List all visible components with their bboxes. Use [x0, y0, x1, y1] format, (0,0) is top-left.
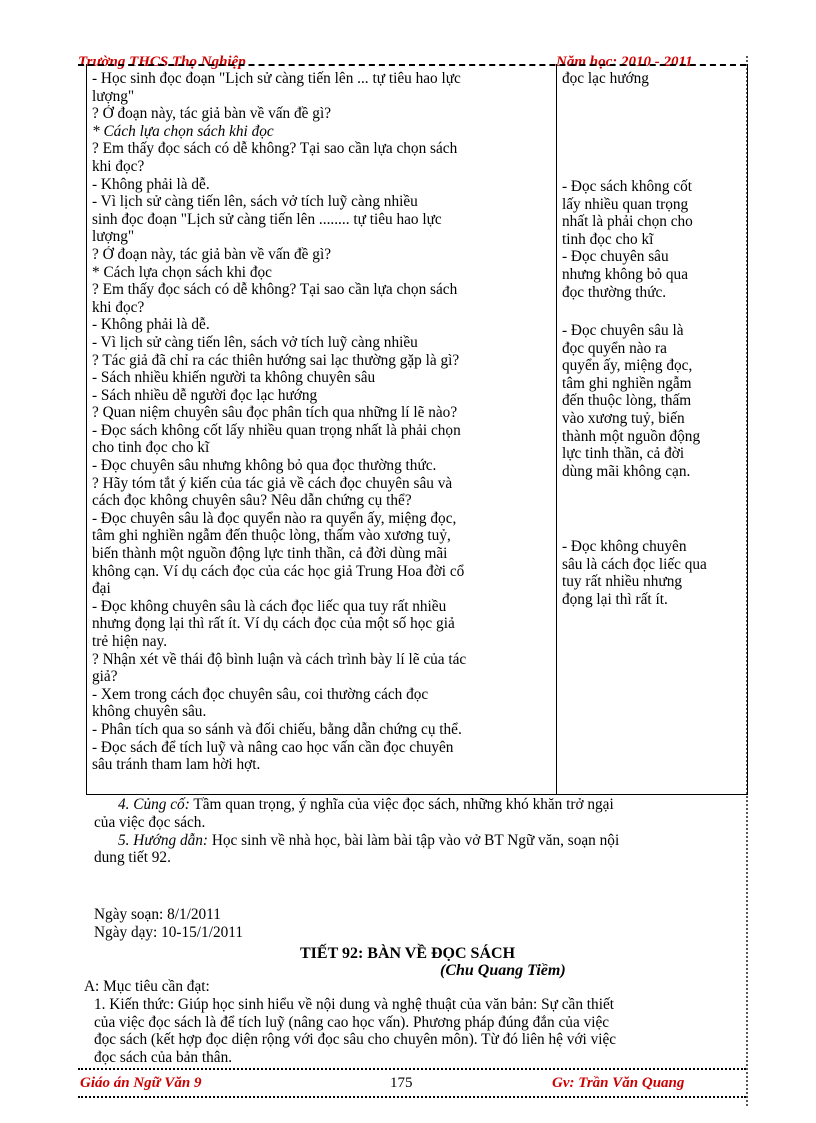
table-left-line: sinh đọc đoạn "Lịch sử càng tiến lên ........ tự tiêu hao lực: [92, 210, 442, 228]
cungco-label: 4. Củng cố:: [118, 796, 190, 813]
table-right-3-line: quyển ấy, miệng đọc,: [562, 357, 693, 375]
table-right-2-line: đọc thường thức.: [562, 283, 667, 301]
huongdan-text-2: dung tiết 92.: [94, 849, 171, 867]
table-right-1-line: đọc lạc hướng: [562, 70, 649, 87]
table-left-line: khi đọc?: [92, 157, 145, 175]
cungco-text-1: Tầm quan trọng, ý nghĩa của việc đọc sách, những khó khăn trở ngại: [189, 796, 614, 813]
table-left-line: ? Em thấy đọc sách có dễ không? Tại sao cần lựa chọn sách: [92, 140, 458, 158]
table-left-line: - Phân tích qua so sánh và đối chiếu, bằng dẫn chứng cụ thể.: [92, 720, 462, 738]
dates-section: [94, 906, 740, 942]
table-left-line: - Đọc chuyên sâu nhưng không bỏ qua đọc thường thức.: [92, 457, 437, 475]
table-left-line: cho tinh đọc cho kĩ: [92, 439, 210, 457]
table-right-4-line: sâu là cách đọc liếc qua: [562, 555, 707, 573]
table-right-2-line: lấy nhiều quan trọng: [562, 195, 689, 213]
table-left-line: không chuyên sâu.: [92, 703, 207, 721]
table-right-2-line: nhất là phải chọn cho: [562, 213, 693, 231]
huongdan-text-1: Học sinh về nhà học, bài làm bài tập vào vở BT Ngữ văn, soạn nội: [208, 831, 620, 849]
table-left-line: đại: [92, 580, 111, 598]
footer-right: Gv: Trần Văn Quang: [552, 1075, 685, 1091]
table-left-line: ? Quan niệm chuyên sâu đọc phân tích qua những lí lẽ nào?: [92, 404, 458, 422]
table-right-block-1: [562, 70, 742, 88]
table-left-line: ? Em thấy đọc sách có dễ không? Tại sao cần lựa chọn sách: [92, 281, 458, 299]
table-right-2-line: - Đọc chuyên sâu: [562, 248, 669, 266]
table-right-3-line: lực tinh thần, cả đời: [562, 445, 685, 463]
table-left-line: - Đọc không chuyên sâu là cách đọc liếc qua tuy rất nhiều: [92, 597, 447, 615]
table-right-3-line: đọc quyển nào ra: [562, 339, 667, 357]
table-left-line: tâm ghi nghiền ngẫm đến thuộc lòng, thấm vào xương tuỷ,: [92, 527, 451, 545]
footer-rule: [78, 1068, 746, 1070]
table-left-line: ? Ở đoạn này, tác giả bàn về vấn đề gì?: [92, 245, 331, 263]
table-left-line: ? Hãy tóm tắt ý kiến của tác giả về cách đọc chuyên sâu và: [92, 474, 453, 492]
table-left-line: - Xem trong cách đọc chuyên sâu, coi thường cách đọc: [92, 685, 429, 703]
knowledge-paragraph: [94, 996, 740, 1067]
table-right-3-line: vào xương tuỷ, biến: [562, 409, 685, 427]
table-left-column: [92, 70, 552, 774]
table-left-line: không cạn. Ví dụ cách đọc của các học giả Trung Hoa đời cổ: [92, 562, 465, 580]
table-column-divider: [556, 64, 557, 795]
knowledge-line: đọc sách của bản thân.: [94, 1049, 233, 1067]
table-right-4-line: tuy rất nhiều nhưng: [562, 573, 683, 591]
table-left-line: - Đọc chuyên sâu là đọc quyển nào ra quyển ấy, miệng đọc,: [92, 509, 457, 527]
table-left-line: giả?: [92, 668, 118, 686]
lesson-title: TIẾT 92: BÀN VỀ ĐỌC SÁCH: [300, 945, 516, 962]
table-right-block-2: [562, 178, 742, 301]
table-left-line: nhưng đọng lại thì rất ít. Ví dụ cách đọc của một số học giả: [92, 615, 455, 633]
footer-left: Giáo án Ngữ Văn 9: [80, 1075, 202, 1091]
table-left-line: trẻ hiện nay.: [92, 633, 168, 650]
objective-section: [84, 978, 740, 1067]
table-left-line: sâu tránh tham lam hời hợt.: [92, 756, 261, 774]
date-prepared: Ngày soạn: 8/1/2011: [94, 906, 221, 923]
table-right-2-line: nhưng không bỏ qua: [562, 265, 688, 283]
table-right-3-line: tâm ghi nghiền ngẫm: [562, 374, 692, 392]
table-left-line: ? Nhận xét về thái độ bình luận và cách trình bày lí lẽ của tác: [92, 650, 467, 668]
knowledge-line: 1. Kiến thức: Giúp học sinh hiểu về nội dung và nghệ thuật của văn bản: Sự cần thiết: [94, 995, 614, 1013]
table-right-2-line: tinh đọc cho kĩ: [562, 230, 654, 248]
table-right-3-line: - Đọc chuyên sâu là: [562, 322, 684, 339]
table-right-3-line: thành một nguồn động: [562, 427, 701, 445]
table-left-line: lượng": [92, 228, 135, 246]
cungco-text-2: của việc đọc sách.: [94, 813, 206, 831]
table-right-3-line: dùng mãi không cạn.: [562, 462, 691, 480]
table-left-line: biến thành một nguồn động lực tinh thần, cả đời dùng mãi: [92, 545, 448, 563]
table-left-line: - Đọc sách để tích luỹ và nâng cao học vấn cần đọc chuyên: [92, 738, 454, 756]
table-right-3-line: đến thuộc lòng, thấm: [562, 392, 692, 410]
table-right-2-line: - Đọc sách không cốt: [562, 178, 692, 195]
table-left-line: - Vì lịch sử càng tiến lên, sách vở tích luỹ càng nhiều: [92, 333, 418, 351]
table-left-line: - Không phải là dễ.: [92, 175, 210, 193]
table-left-line: * Cách lựa chọn sách khi đọc: [92, 263, 272, 281]
table-right-4-line: - Đọc không chuyên: [562, 538, 687, 555]
knowledge-line: đọc sách (kết hợp đọc diện rộng với đọc sâu cho chuyên môn). Từ đó liên hệ với việc: [94, 1031, 617, 1049]
table-left-line: - Vì lịch sử càng tiến lên, sách vở tích luỹ càng nhiều: [92, 193, 418, 211]
table-left-line: cách đọc không chuyên sâu? Nêu dẫn chứng cụ thể?: [92, 492, 412, 510]
header-school: Trường THCS Thọ Nghiệp: [78, 54, 246, 70]
page-number: 175: [390, 1075, 413, 1091]
table-right-block-3: [562, 322, 742, 480]
table-left-line: - Học sinh đọc đoạn "Lịch sử càng tiến lên ... tự tiêu hao lực: [92, 70, 461, 87]
table-left-line: lượng": [92, 87, 135, 105]
table-right-block-4: [562, 538, 742, 608]
header-year: Năm học: 2010 - 2011: [556, 54, 693, 70]
table-right-4-line: đọng lại thì rất ít.: [562, 590, 668, 608]
cungco-section: [94, 796, 740, 867]
table-left-line: ? Tác giả đã chỉ ra các thiên hướng sai lạc thường gặp là gì?: [92, 351, 460, 369]
table-left-line: * Cách lựa chọn sách khi đọc: [92, 122, 274, 140]
table-left-line: - Sách nhiều dễ người đọc lạc hướng: [92, 386, 318, 404]
table-left-line: - Đọc sách không cốt lấy nhiều quan trọng nhất là phải chọn: [92, 421, 461, 439]
table-left-line: ? Ở đoạn này, tác giả bàn về vấn đề gì?: [92, 105, 331, 123]
table-left-line: - Sách nhiều khiến người ta không chuyên sâu: [92, 369, 376, 387]
date-taught: Ngày dạy: 10-15/1/2011: [94, 923, 243, 941]
table-left-line: - Không phải là dễ.: [92, 316, 210, 334]
lesson-author: (Chu Quang Tiềm): [440, 962, 566, 979]
table-left-line: khi đọc?: [92, 298, 145, 316]
objective-heading: A: Mục tiêu cần đạt:: [84, 978, 210, 995]
huongdan-label: 5. Hướng dẫn:: [118, 831, 209, 849]
knowledge-line: của việc đọc sách là để tích luỹ (nâng cao học vấn). Phương pháp đúng đắn của việc: [94, 1013, 610, 1031]
footer-bottom-rule: [78, 1096, 746, 1098]
